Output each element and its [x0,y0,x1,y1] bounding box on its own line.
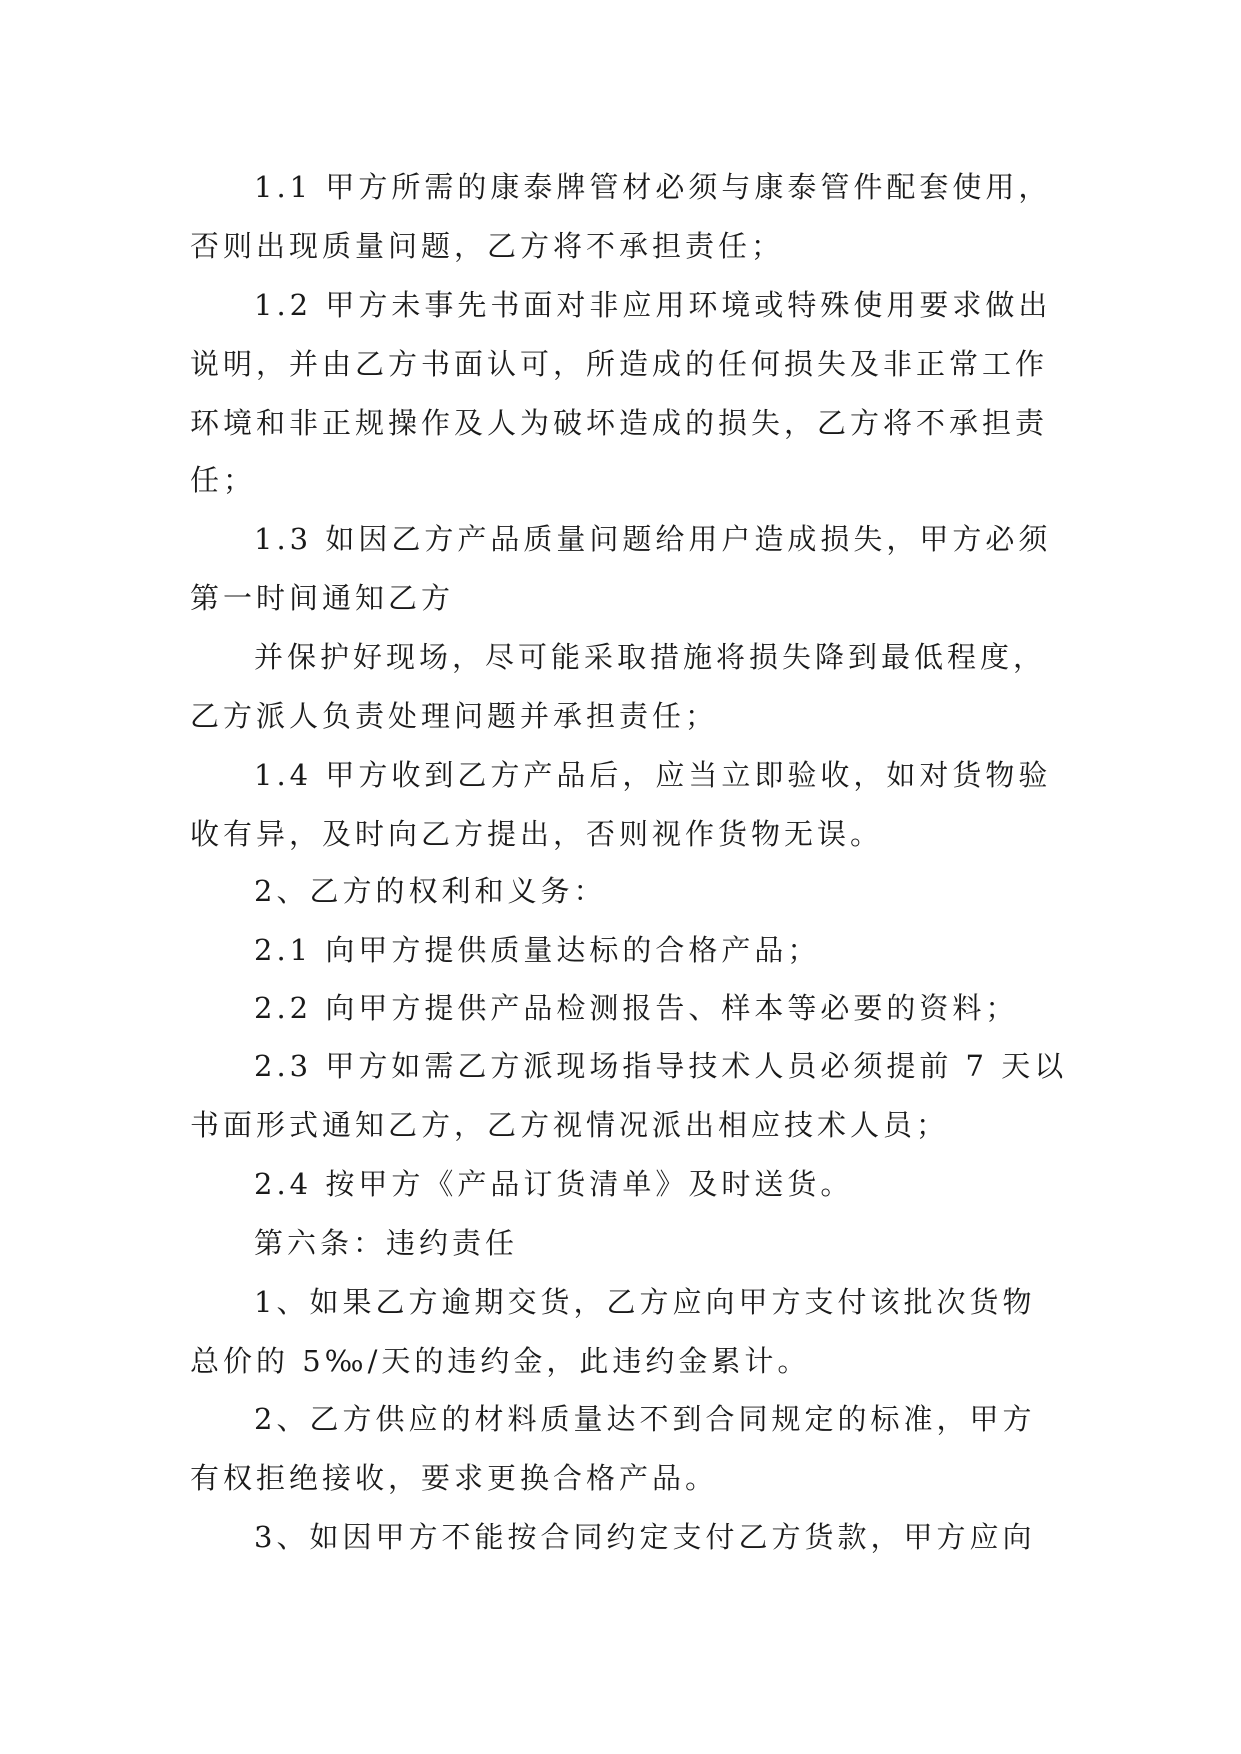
section-heading: 第六条：违约责任 [254,1226,519,1260]
text-line: 第一时间通知乙方 [190,581,455,615]
text-line: 2、乙方的权利和义务： [254,874,607,908]
text-line: 1.3 如因乙方产品质量问题给用户造成损失，甲方必须 [254,522,1052,556]
text-line: 2、乙方供应的材料质量达不到合同规定的标准，甲方 [254,1402,1036,1436]
text-line: 3、如因甲方不能按合同约定支付乙方货款，甲方应向 [254,1520,1036,1554]
text-line: 否则出现质量问题，乙方将不承担责任； [190,229,785,263]
text-line: 1.4 甲方收到乙方产品后，应当立即验收，如对货物验 [254,758,1052,792]
text-line: 并保护好现场，尽可能采取措施将损失降到最低程度， [254,640,1047,674]
text-line: 2.1 向甲方提供质量达标的合格产品； [254,933,821,967]
text-line: 1.1 甲方所需的康泰牌管材必须与康泰管件配套使用， [254,170,1052,204]
text-line: 书面形式通知乙方，乙方视情况派出相应技术人员； [190,1108,950,1142]
text-line: 2.4 按甲方《产品订货清单》及时送货。 [254,1167,854,1201]
text-line: 1、如果乙方逾期交货，乙方应向甲方支付该批次货物 [254,1285,1036,1319]
text-line: 2.2 向甲方提供产品检测报告、样本等必要的资料； [254,991,1019,1025]
text-line: 总价的 5‰/天的违约金，此违约金累计。 [190,1344,811,1378]
text-line: 任； [190,463,257,497]
text-line: 收有异，及时向乙方提出，否则视作货物无误。 [190,817,884,851]
text-line: 有权拒绝接收，要求更换合格产品。 [190,1461,719,1495]
text-line: 乙方派人负责处理问题并承担责任； [190,699,719,733]
text-line: 环境和非正规操作及人为破坏造成的损失，乙方将不承担责 [190,406,1049,440]
text-line: 说明，并由乙方书面认可，所造成的任何损失及非正常工作 [190,347,1049,381]
text-line: 2.3 甲方如需乙方派现场指导技术人员必须提前 7 天以 [254,1049,1068,1083]
text-line: 1.2 甲方未事先书面对非应用环境或特殊使用要求做出 [254,288,1052,322]
